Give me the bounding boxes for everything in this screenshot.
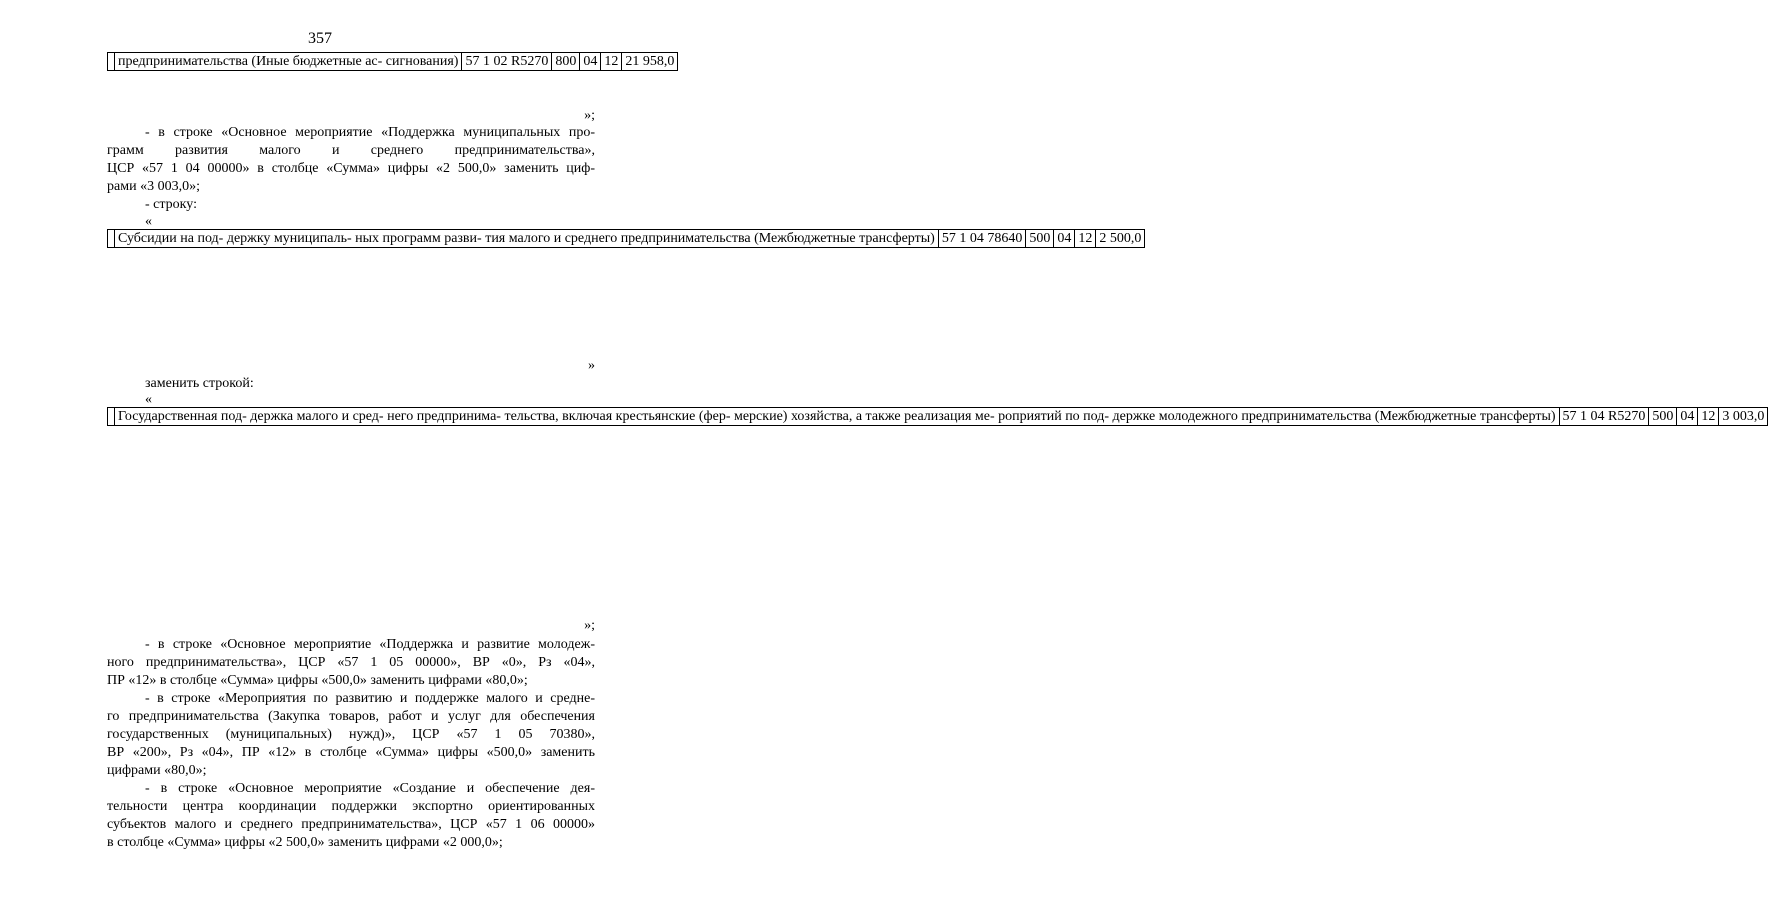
rz-cell: 04 bbox=[580, 53, 601, 71]
rz-cell: 04 bbox=[1677, 408, 1698, 426]
budget-table-new-row bbox=[107, 407, 1768, 426]
vr-cell: 500 bbox=[1026, 230, 1054, 248]
sum-cell: 3 003,0 bbox=[1719, 408, 1768, 426]
paragraph-line: ВР «200», Рз «04», ПР «12» в столбце «Сумма» цифры «500,0» заменить bbox=[107, 745, 595, 760]
paragraph-line: ЦСР «57 1 04 00000» в столбце «Сумма» цифры «2 500,0» заменить циф- bbox=[107, 161, 595, 176]
paragraph-line: - строку: bbox=[145, 197, 197, 212]
row-description: Субсидии на под- держку муниципаль- ных программ разви- тия малого и среднего предпринимательства (Межбюджетные трансферты) bbox=[115, 230, 939, 248]
page-number: 357 bbox=[308, 30, 332, 47]
paragraph-line: грамм развития малого и среднего предпринимательства», bbox=[107, 143, 595, 158]
paragraph-line: в столбце «Сумма» цифры «2 500,0» заменить цифрами «2 000,0»; bbox=[107, 835, 503, 850]
paragraph-line: тельности центра координации поддержки экспортно ориентированных bbox=[107, 799, 595, 814]
pr-cell: 12 bbox=[601, 53, 622, 71]
opening-quote: « bbox=[145, 392, 152, 407]
paragraph-line: цифрами «80,0»; bbox=[107, 763, 207, 778]
vr-cell: 800 bbox=[552, 53, 580, 71]
paragraph-line: - в строке «Мероприятия по развитию и поддержке малого и средне- bbox=[145, 691, 595, 706]
opening-quote: « bbox=[145, 214, 152, 229]
paragraph-line: - в строке «Основное мероприятие «Поддержка и развитие молодеж- bbox=[145, 637, 595, 652]
paragraph-line: - в строке «Основное мероприятие «Создание и обеспечение дея- bbox=[145, 781, 595, 796]
empty-cell bbox=[108, 408, 115, 426]
table-row bbox=[108, 53, 678, 71]
rz-cell: 04 bbox=[1054, 230, 1075, 248]
csr-cell: 57 1 04 R5270 bbox=[1559, 408, 1649, 426]
budget-table-original-row bbox=[107, 229, 1145, 248]
row-description: Государственная под- держка малого и сред- него предпринима- тельства, включая крестьянские (фер- мерские) хозяйства, а также реализация ме- роприятий по под- держке молодежного предпринимательства (Межбюджетные трансферты) bbox=[115, 408, 1560, 426]
csr-cell: 57 1 02 R5270 bbox=[462, 53, 552, 71]
pr-cell: 12 bbox=[1075, 230, 1096, 248]
closing-quote: » bbox=[588, 358, 595, 373]
row-description: предпринимательства (Иные бюджетные ас- сигнования) bbox=[115, 53, 462, 71]
paragraph-line: - в строке «Основное мероприятие «Поддержка муниципальных про- bbox=[145, 125, 595, 140]
table-row bbox=[108, 230, 1145, 248]
csr-cell: 57 1 04 78640 bbox=[938, 230, 1026, 248]
empty-cell bbox=[108, 53, 115, 71]
paragraph-line: ного предпринимательства», ЦСР «57 1 05 00000», ВР «0», Рз «04», bbox=[107, 655, 595, 670]
closing-quote: »; bbox=[584, 108, 595, 123]
paragraph-line: субъектов малого и среднего предпринимательства», ЦСР «57 1 06 00000» bbox=[107, 817, 595, 832]
budget-table-top bbox=[107, 52, 678, 71]
sum-cell: 21 958,0 bbox=[622, 53, 678, 71]
empty-cell bbox=[108, 230, 115, 248]
vr-cell: 500 bbox=[1649, 408, 1677, 426]
table-row bbox=[108, 408, 1768, 426]
pr-cell: 12 bbox=[1698, 408, 1719, 426]
paragraph-line: рами «3 003,0»; bbox=[107, 179, 200, 194]
paragraph-line: государственных (муниципальных) нужд)», ЦСР «57 1 05 70380», bbox=[107, 727, 595, 742]
paragraph-line: го предпринимательства (Закупка товаров, работ и услуг для обеспечения bbox=[107, 709, 595, 724]
paragraph-line: ПР «12» в столбце «Сумма» цифры «500,0» заменить цифрами «80,0»; bbox=[107, 673, 528, 688]
closing-quote: »; bbox=[584, 618, 595, 633]
paragraph-line: заменить строкой: bbox=[145, 376, 254, 391]
sum-cell: 2 500,0 bbox=[1096, 230, 1145, 248]
